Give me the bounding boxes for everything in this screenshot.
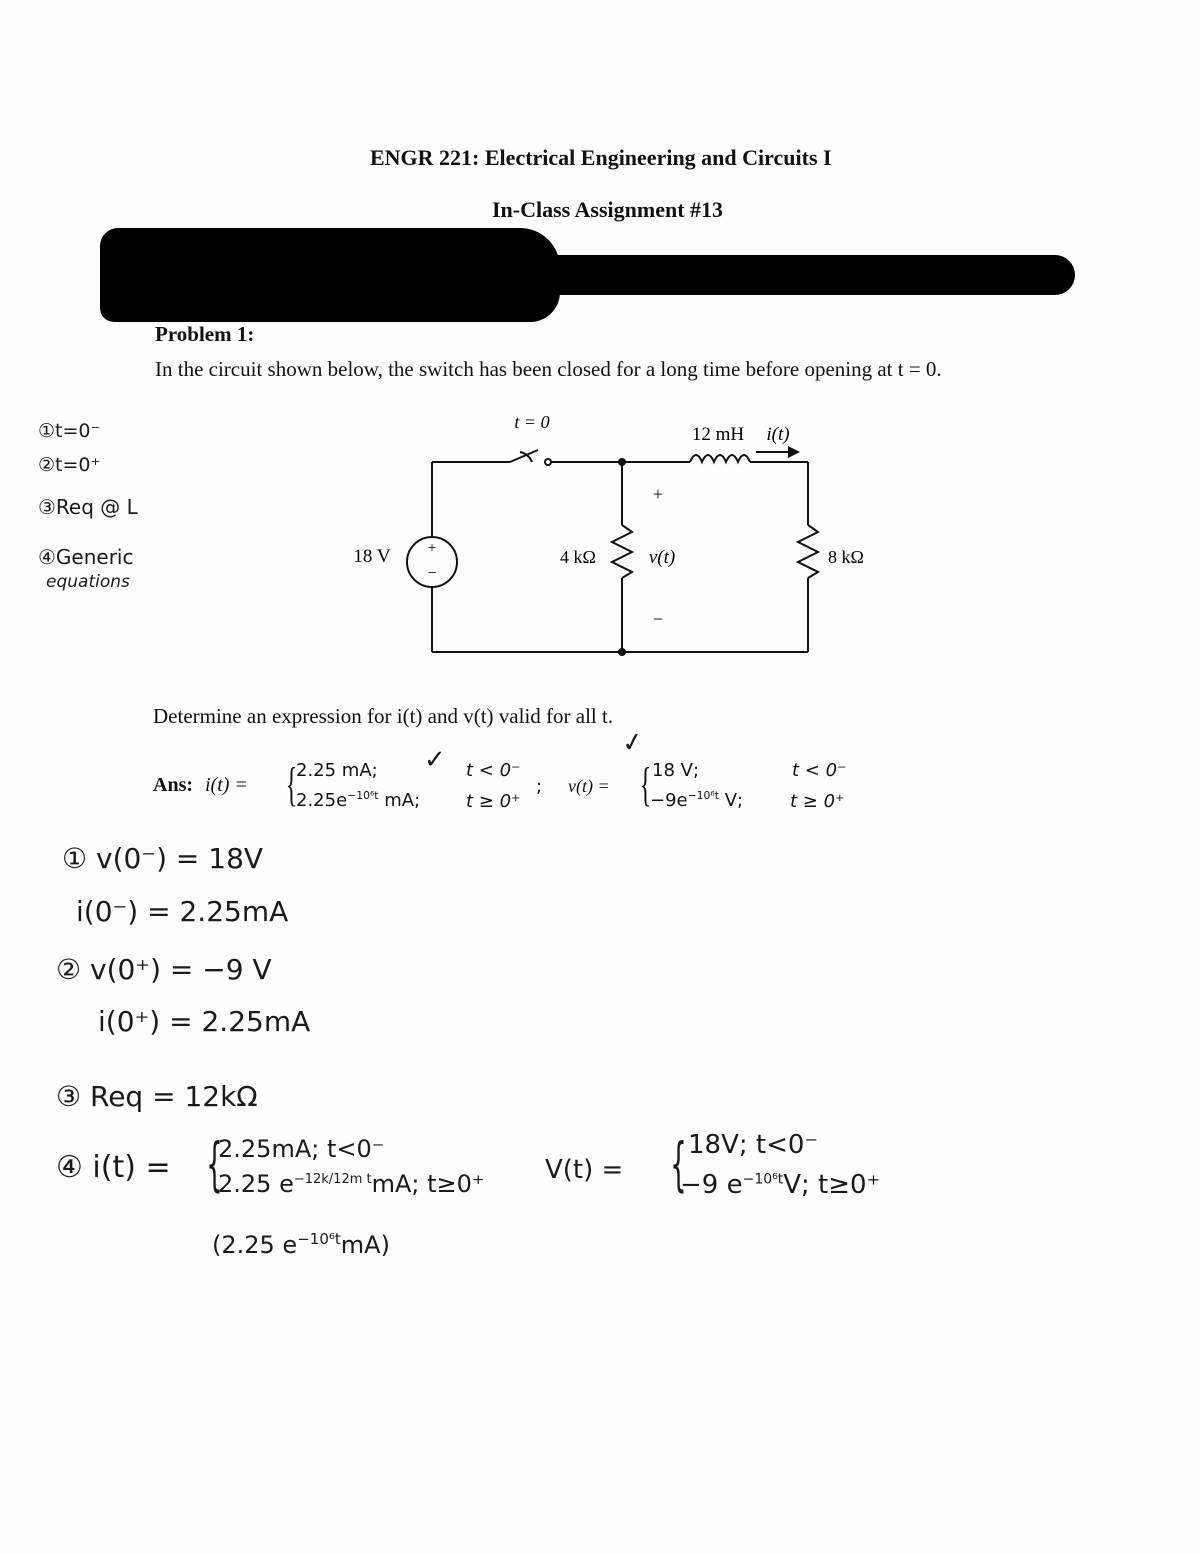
answer-v-case2 [650, 789, 743, 811]
current-arrow-head [788, 446, 800, 458]
work-step4-case1: 2.25mA; t<0⁻ [218, 1135, 385, 1163]
margin-note-1: ①t=0⁻ [38, 420, 101, 442]
work-step4-case2-end: mA; t≥0⁺ [371, 1170, 485, 1198]
answer-v-case2-unit: V; [724, 790, 744, 811]
answer-prefix: Ans: [153, 774, 194, 796]
answer-i-case2 [296, 789, 420, 811]
work-v-brace: { [670, 1130, 687, 1198]
current-label: i(t) [766, 424, 790, 445]
work-step4-case2-exp: −12k/12m t [293, 1172, 372, 1187]
voltage-label: v(t) [648, 547, 676, 568]
work-step4-alt-exp: −10⁶t [297, 1230, 341, 1248]
answer-i-brace: { [285, 758, 298, 811]
answer-v-case2-exp: −10⁶t [687, 789, 719, 802]
switch-contact [545, 459, 551, 465]
work-step2-b: i(0⁺) = 2.25mA [98, 1005, 311, 1038]
work-step3: ③ Req = 12kΩ [56, 1080, 258, 1113]
work-step4-alt-end: mA) [340, 1231, 390, 1259]
work-step4-alt [212, 1230, 390, 1259]
answer-i-case2-exp: −10⁶t [347, 789, 379, 802]
work-step4-brace: { [206, 1130, 223, 1198]
node-bottom [618, 648, 626, 656]
answer-i-case1: 2.25 mA; [296, 760, 378, 781]
check-mark-2: ✓ [619, 726, 647, 760]
margin-note-5: equations [46, 572, 130, 592]
answer-i-case2-unit: mA; [384, 790, 421, 811]
work-step4-case2-base: 2.25 e [218, 1170, 294, 1198]
assignment-title: In-Class Assignment #13 [492, 197, 724, 222]
work-v-case2 [680, 1170, 880, 1200]
work-step1-a: ① v(0⁻) = 18V [62, 842, 264, 875]
problem-heading: Problem 1: [155, 322, 255, 346]
resistor-4k [612, 525, 632, 578]
answer-separator: ; [536, 776, 543, 797]
circuit-diagram [0, 0, 1200, 700]
resistor2-label: 8 kΩ [828, 547, 864, 567]
answer-v-case1-cond: t < 0⁻ [792, 760, 847, 781]
answer-i-case1-cond: t < 0⁻ [466, 760, 521, 781]
work-v-case1: 18V; t<0⁻ [688, 1130, 819, 1160]
question: Determine an expression for i(t) and v(t) valid for all t. [153, 704, 614, 728]
resistor-8k [798, 525, 818, 578]
margin-note-2: ②t=0⁺ [38, 454, 101, 476]
inductor-label: 12 mH [691, 424, 745, 445]
answer-i-lhs: i(t) = [205, 774, 248, 796]
work-step4-alt-base: (2.25 e [212, 1231, 298, 1259]
work-v-case2-base: −9 e [680, 1170, 743, 1200]
work-step2-a: ② v(0⁺) = −9 V [56, 953, 272, 986]
source-minus: − [427, 565, 437, 582]
problem-statement: In the circuit shown below, the switch has been closed for a long time before opening at t = 0. [155, 357, 942, 381]
answer-v-case2-cond: t ≥ 0⁺ [790, 791, 845, 812]
answer-v-case2-base: −9e [650, 790, 688, 811]
margin-note-3: ③Req @ L [38, 495, 138, 519]
course-title: ENGR 221: Electrical Engineering and Circuits I [370, 145, 832, 170]
source-label: 18 V [353, 546, 391, 567]
answer-v-lhs: v(t) = [568, 776, 610, 796]
source-plus: + [427, 540, 437, 557]
switch-blade [510, 450, 538, 462]
answer-v-brace: { [639, 758, 652, 811]
vplus-label: + [652, 484, 664, 504]
margin-note-4: ④Generic [38, 545, 134, 569]
work-v-case2-end: V; t≥0⁺ [783, 1170, 881, 1200]
work-v-label: V(t) = [545, 1155, 624, 1185]
answer-v-case1: 18 V; [652, 760, 700, 781]
resistor1-label: 4 kΩ [560, 547, 596, 567]
answer-i-case2-cond: t ≥ 0⁺ [466, 791, 521, 812]
work-v-case2-exp: −10⁶t [742, 1171, 784, 1188]
answer-i-case2-base: 2.25e [296, 790, 348, 811]
vminus-label: − [652, 609, 664, 629]
switch-label: t = 0 [514, 412, 550, 432]
work-step4-case2 [218, 1170, 485, 1198]
check-mark-1: ✓ [424, 745, 446, 775]
inductor-coil [690, 455, 750, 462]
node-top [618, 458, 626, 466]
work-step1-b: i(0⁻) = 2.25mA [76, 895, 289, 928]
work-step4-label: ④ i(t) = [56, 1150, 171, 1185]
